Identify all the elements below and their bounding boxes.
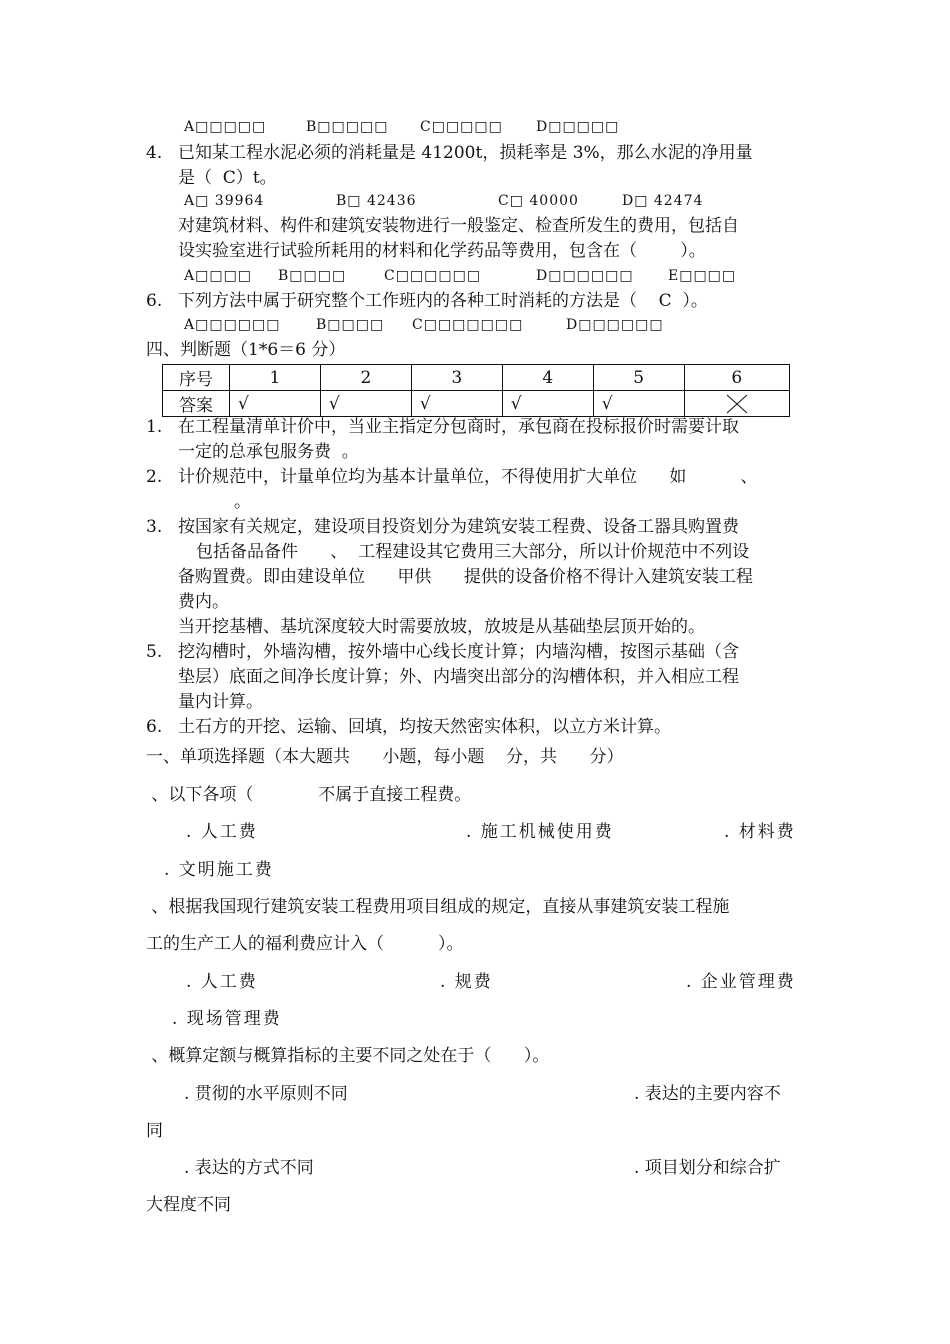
q5-option-b: B□□□□ bbox=[278, 268, 347, 284]
mc2-option-d: . 现场管理费 bbox=[172, 1009, 282, 1029]
section4-title: 四、判断题（1*6＝6 分） bbox=[146, 340, 346, 360]
section1-title: 一、单项选择题（本大题共 小题，每小题 分，共 分） bbox=[146, 747, 624, 767]
q6-option-a: A□□□□□□ bbox=[184, 317, 281, 333]
q6-option-c: C□□□□□□□ bbox=[412, 317, 524, 333]
mc3-option-c: . 表达的方式不同 bbox=[184, 1158, 314, 1178]
cross-mark-icon bbox=[684, 391, 789, 417]
mc1-option-c: . 材料费 bbox=[724, 822, 796, 842]
table-cell: 2 bbox=[320, 365, 411, 391]
mc3-option-d: . 项目划分和综合扩 bbox=[634, 1158, 781, 1178]
mc1-option-d: . 文明施工费 bbox=[164, 860, 274, 880]
judge-1-number: 1. bbox=[146, 417, 163, 437]
mc3-option-b-wrap: 同 bbox=[146, 1121, 163, 1141]
mc1-stem: 、以下各项（ 不属于直接工程费。 bbox=[146, 785, 472, 805]
q3-option-b: B□□□□□ bbox=[306, 119, 389, 135]
judge-3-line2: 包括备品备件 、 工程建设其它费用三大部分，所以计价规范中不列设 bbox=[196, 542, 750, 562]
q4-option-b: B□ 42436 bbox=[336, 193, 417, 209]
q6-number: 6. bbox=[146, 291, 163, 311]
q3-option-a: A□□□□□ bbox=[184, 119, 267, 135]
check-mark: √ bbox=[502, 391, 593, 417]
q5-option-d: D□□□□□□ bbox=[536, 268, 634, 284]
judge-2-line1: 计价规范中，计量单位均为基本计量单位，不得使用扩大单位 如 、 bbox=[178, 467, 758, 487]
q5-option-a: A□□□□ bbox=[184, 268, 253, 284]
q4-option-d: D□ 42474 bbox=[622, 193, 704, 209]
row-label-number: 序号 bbox=[163, 365, 230, 391]
mc2-stem-line2: 工的生产工人的福利费应计入（ ）。 bbox=[146, 934, 464, 954]
q4-number: 4. bbox=[146, 143, 163, 163]
table-cell: 1 bbox=[230, 365, 321, 391]
check-mark: √ bbox=[320, 391, 411, 417]
judge-4-line1: 当开挖基槽、基坑深度较大时需要放坡，放坡是从基础垫层顶开始的。 bbox=[178, 617, 705, 637]
mc1-option-b: . 施工机械使用费 bbox=[466, 822, 614, 842]
judge-3-number: 3. bbox=[146, 517, 163, 537]
row-label-answer: 答案 bbox=[163, 391, 230, 417]
judge-1-line1: 在工程量清单计价中，当业主指定分包商时，承包商在投标报价时需要计取 bbox=[178, 417, 739, 437]
judge-5-line2: 垫层）底面之间净长度计算；外、内墙突出部分的沟槽体积，并入相应工程 bbox=[178, 667, 739, 687]
q3-option-d: D□□□□□ bbox=[536, 119, 620, 135]
mc3-stem: 、概算定额与概算指标的主要不同之处在于（ ）。 bbox=[146, 1046, 550, 1066]
judge-6-line1: 土石方的开挖、运输、回填，均按天然密实体积，以立方米计算。 bbox=[178, 717, 671, 737]
check-mark: √ bbox=[411, 391, 502, 417]
q5-stem-line1: 对建筑材料、构件和建筑安装物进行一般鉴定、检查所发生的费用，包括自 bbox=[178, 216, 739, 236]
judge-2-line2: 。 bbox=[234, 492, 251, 512]
judge-answer-table bbox=[162, 364, 790, 417]
table-cell: 5 bbox=[593, 365, 684, 391]
judge-3-line3: 备购置费。即由建设单位 甲供 提供的设备价格不得计入建筑安装工程 bbox=[178, 567, 753, 587]
q6-option-d: D□□□□□□ bbox=[566, 317, 664, 333]
q4-option-c: C□ 40000 bbox=[498, 193, 579, 209]
q5-option-c: C□□□□□□ bbox=[384, 268, 482, 284]
check-mark: √ bbox=[230, 391, 321, 417]
q5-stem-line2: 设实验室进行试验所耗用的材料和化学药品等费用，包含在（ ）。 bbox=[178, 241, 706, 261]
q6-option-b: B□□□□ bbox=[316, 317, 385, 333]
judge-5-line3: 量内计算。 bbox=[178, 692, 263, 712]
table-row bbox=[163, 391, 790, 417]
q4-stem-line2: 是（ C）t。 bbox=[178, 168, 277, 188]
q4-option-a: A□ 39964 bbox=[184, 193, 265, 209]
judge-3-line1: 按国家有关规定，建设项目投资划分为建筑安装工程费、设备工器具购置费 bbox=[178, 517, 739, 537]
mc2-option-b: . 规费 bbox=[440, 972, 493, 992]
q3-option-c: C□□□□□ bbox=[420, 119, 503, 135]
judge-1-line2: 一定的总承包服务费 。 bbox=[178, 442, 359, 462]
judge-6-number: 6. bbox=[146, 717, 163, 737]
mc2-stem-line1: 、根据我国现行建筑安装工程费用项目组成的规定，直接从事建筑安装工程施 bbox=[146, 897, 730, 917]
q5-option-e: E□□□□ bbox=[668, 268, 737, 284]
table-cell: 4 bbox=[502, 365, 593, 391]
judge-2-number: 2. bbox=[146, 467, 163, 487]
table-cell: 6 bbox=[684, 365, 789, 391]
table-row bbox=[163, 365, 790, 391]
mc3-option-b: . 表达的主要内容不 bbox=[634, 1084, 781, 1104]
mc2-option-c: . 企业管理费 bbox=[686, 972, 796, 992]
mc3-option-a: . 贯彻的水平原则不同 bbox=[184, 1084, 348, 1104]
table-cell: 3 bbox=[411, 365, 502, 391]
mc3-option-d-wrap: 大程度不同 bbox=[146, 1195, 231, 1215]
q6-stem: 下列方法中属于研究整个工作班内的各种工时消耗的方法是（ C ）。 bbox=[178, 291, 708, 311]
judge-5-number: 5. bbox=[146, 642, 163, 662]
check-mark: √ bbox=[593, 391, 684, 417]
mc2-option-a: . 人工费 bbox=[186, 972, 258, 992]
judge-3-line4: 费内。 bbox=[178, 592, 229, 612]
mc1-option-a: . 人工费 bbox=[186, 822, 258, 842]
judge-5-line1: 挖沟槽时，外墙沟槽，按外墙中心线长度计算；内墙沟槽，按图示基础（含 bbox=[178, 642, 739, 662]
q4-stem-line1: 已知某工程水泥必须的消耗量是 41200t，损耗率是 3%，那么水泥的净用量 bbox=[178, 143, 753, 163]
